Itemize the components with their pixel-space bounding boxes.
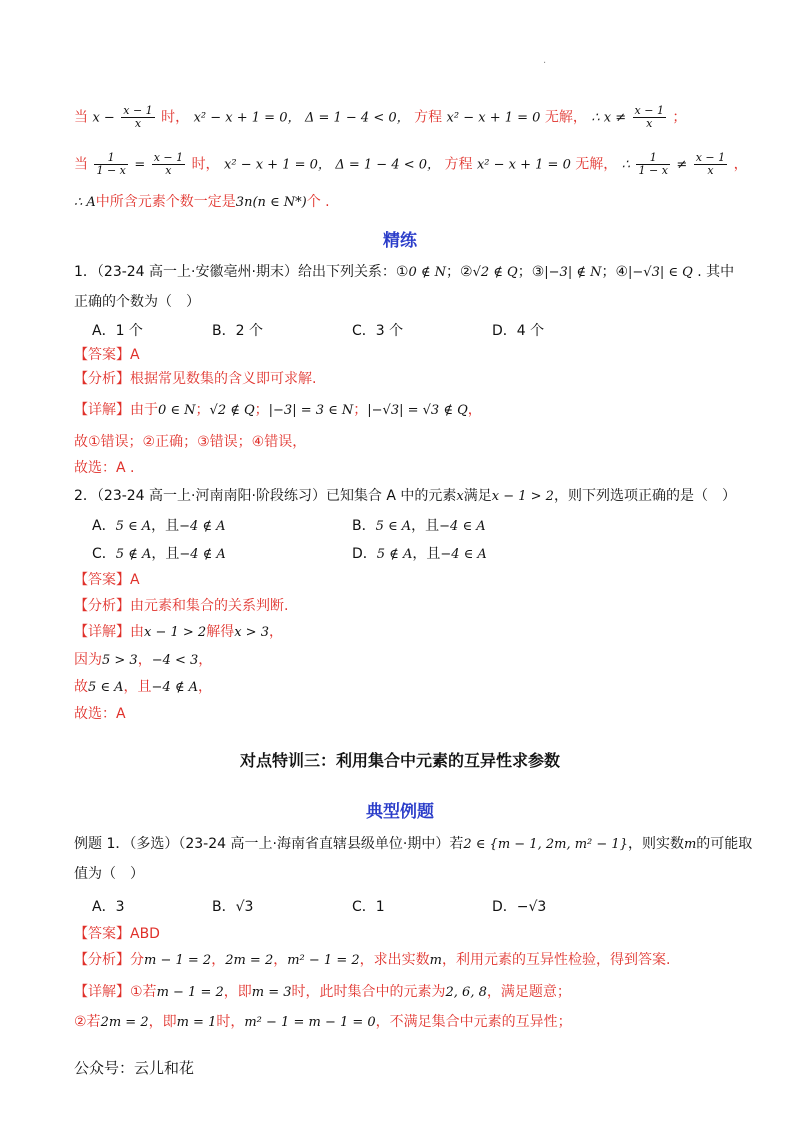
q2-option-b: B．5 ∈ A，且−4 ∈ A [352, 518, 486, 534]
math-expr: √2 ∉ Q [472, 265, 518, 280]
math-expr: −4 < 3 [151, 653, 199, 668]
text: ， [137, 652, 152, 668]
math-expr: m = 3 [251, 985, 292, 1000]
math-expr: x² − x + 1 = 0， [224, 157, 331, 173]
ex1-option-b: B．√3 [212, 899, 254, 915]
q2-option-d: D．5 ∉ A，且−4 ∈ A [352, 546, 487, 562]
text: ， [467, 402, 482, 418]
tag: 【分析】 [74, 598, 130, 614]
tag: 【详解】 [74, 984, 130, 1000]
q2-option-a: A．5 ∈ A，且−4 ∉ A [92, 518, 226, 534]
math-expr: x > 3 [234, 625, 269, 640]
math-expr: √2 ∉ Q [209, 403, 255, 418]
q2-option-c: C．5 ∉ A，且−4 ∉ A [92, 546, 226, 562]
math-expr: |−√3| ∈ Q [628, 265, 693, 280]
q2-detail [74, 622, 283, 643]
q2-therefore [74, 677, 212, 698]
math-expr: ≠ [676, 157, 688, 173]
text: 当 [74, 156, 88, 173]
text: 的可能取 [696, 836, 753, 852]
answer: ABD [130, 926, 160, 942]
q1-option-a: A．1 个 [92, 323, 143, 339]
text: 方程 [444, 156, 473, 173]
text: ， [268, 624, 283, 640]
math-expr: x − 1 > 2 [491, 489, 554, 504]
math-expr: x − [92, 110, 115, 126]
text: 时， [216, 1014, 245, 1030]
q1-select-line: 故选：A . [74, 460, 135, 476]
tag: 【分析】 [74, 371, 130, 387]
heading-dianxing: 典型例题 [366, 802, 434, 822]
text: ， [198, 679, 212, 695]
math-expr: 5 > 3 [102, 653, 138, 668]
text: ①若 [130, 984, 157, 1000]
text: . 其中 [692, 264, 735, 280]
text: 时， [161, 109, 190, 126]
q1-option-c: C．3 个 [352, 323, 404, 339]
text: 分 [130, 952, 144, 968]
q1-stem-2: 正确的个数为（ ） [74, 294, 200, 310]
math-expr: ∴ x ≠ [591, 110, 627, 126]
text: ，不满足集合中元素的互异性； [375, 1014, 572, 1030]
text: ； [195, 402, 210, 418]
solution-line-3 [74, 192, 330, 213]
text: 因为 [74, 652, 102, 668]
tag: 【答案】 [74, 926, 130, 942]
q2-because [74, 650, 212, 671]
text: 无解， [544, 109, 587, 126]
text: 2．（23-24 高一上·河南南阳·阶段练习）已知集合 A 中的元素 [74, 488, 457, 504]
math-expr: 0 ∈ N [158, 403, 196, 418]
section-title: 对点特训三：利用集合中元素的互异性求参数 [239, 751, 560, 770]
answer: A [130, 347, 140, 363]
math-expr: m [429, 953, 442, 968]
math-expr: = [134, 157, 146, 173]
text: ；② [446, 264, 473, 280]
text: ，则下列选项正确的是（ ） [553, 488, 736, 504]
text: ，即 [223, 984, 252, 1000]
ex1-stem [74, 834, 752, 855]
q2-select-line: 故选：A [74, 706, 126, 722]
math-expr: 0 ∉ N [408, 265, 447, 280]
ex1-detail-2 [74, 1012, 572, 1033]
footer-text: 公众号：云儿和花 [74, 1059, 195, 1077]
math-expr: m² − 1 = m − 1 = 0 [244, 1015, 376, 1030]
math-expr: |−3| ∉ N [544, 265, 602, 280]
math-expr: m − 1 = 2 [144, 953, 212, 968]
text: ； [672, 109, 687, 126]
text: 由 [130, 624, 144, 640]
text: 个 . [306, 194, 330, 210]
text: ， [198, 652, 213, 668]
math-expr: ∴ [621, 157, 631, 173]
text: 解得 [206, 624, 235, 640]
text: ， [273, 952, 288, 968]
math-expr: x² − x + 1 = 0 [476, 157, 571, 173]
text: 故 [74, 679, 88, 695]
math-expr: |−3| = 3 ∈ N [268, 403, 354, 418]
math-expr: m² − 1 = 2 [287, 953, 360, 968]
text: ；③ [517, 264, 545, 280]
tag: 【答案】 [74, 347, 130, 363]
tag: 【答案】 [74, 572, 130, 588]
math-expr: 3n(n ∈ N*) [235, 195, 307, 210]
q1-wrong-line: 故①错误；②正确；③错误；④错误， [74, 434, 307, 450]
math-expr: x − 1 > 2 [144, 625, 207, 640]
corner-mark: · [543, 58, 547, 69]
math-expr: m − 1 = 2 [156, 985, 224, 1000]
fraction: $\frac{1}{1 - x}$ [96, 151, 126, 177]
text: ， [211, 952, 226, 968]
math-expr: m [683, 837, 697, 852]
text: 例题 1．（多选）（23-24 高一上·海南省直辖县级单位·期中）若 [74, 836, 464, 852]
math-expr: ∴ A [74, 195, 96, 210]
text: ； [254, 402, 269, 418]
math-expr: x [456, 489, 464, 504]
math-expr: −4 ∉ A [151, 680, 198, 695]
text: ②若 [74, 1014, 101, 1030]
tag: 【详解】 [74, 624, 130, 640]
math-expr: x² − x + 1 = 0， [193, 110, 301, 126]
solution-line-1 [74, 105, 686, 130]
text: 时， [191, 156, 220, 173]
text: ；④ [601, 264, 629, 280]
tag: 【分析】 [74, 952, 130, 968]
text: 时，此时集合中的元素为 [291, 984, 446, 1000]
text: 满足 [463, 488, 492, 504]
ex1-stem-2: 值为（ ） [74, 866, 144, 882]
text: 根据常见数集的含义即可求解. [130, 371, 317, 387]
ex1-detail [74, 982, 571, 1003]
text: ，即 [148, 1014, 177, 1030]
text: ，利用元素的互异性检验，得到答案. [441, 952, 671, 968]
fraction: $\frac{x - 1}{x}$ [153, 151, 184, 177]
tag: 【详解】 [74, 402, 130, 418]
text: 无解， [575, 156, 618, 173]
ex1-option-a: A．3 [92, 899, 125, 915]
q1-detail [74, 400, 482, 421]
text: 由元素和集合的关系判断. [130, 598, 289, 614]
heading-jinglian: 精练 [383, 231, 417, 251]
text: ， [733, 156, 748, 173]
q2-stem [74, 486, 736, 507]
math-expr: |−√3| = √3 ∉ Q [367, 403, 468, 418]
math-expr: Δ = 1 − 4 < 0， [335, 157, 441, 173]
ex1-analysis [74, 950, 670, 971]
math-expr: 2 ∈ {m − 1, 2m, m² − 1} [463, 837, 628, 852]
q1-option-b: B．2 个 [212, 323, 263, 339]
solution-line-2 [74, 152, 748, 177]
fraction: $\frac{x - 1}{x}$ [123, 104, 153, 130]
text: 1．（23-24 高一上·安徽亳州·期末）给出下列关系：① [74, 264, 409, 280]
fraction: $\frac{1}{1 - x}$ [638, 151, 668, 177]
text: 中所含元素个数一定是 [95, 194, 236, 210]
fraction: $\frac{x - 1}{x}$ [695, 151, 726, 177]
math-expr: m = 1 [176, 1015, 217, 1030]
text: ，且 [123, 679, 152, 695]
q2-answer [74, 570, 140, 590]
math-expr: Δ = 1 − 4 < 0， [304, 110, 410, 126]
text: 由于 [130, 402, 158, 418]
q1-option-d: D．4 个 [492, 323, 545, 339]
fraction: $\frac{x - 1}{x}$ [634, 104, 664, 130]
q1-answer [74, 345, 140, 365]
q2-analysis [74, 596, 288, 616]
q1-analysis [74, 369, 316, 389]
text: 方程 [414, 109, 443, 126]
math-expr: 2m = 2 [100, 1015, 149, 1030]
math-expr: 5 ∈ A [88, 680, 124, 695]
text: 当 [74, 109, 88, 126]
text: ，求出实数 [359, 952, 430, 968]
ex1-answer [74, 924, 160, 944]
math-expr: 2m = 2 [225, 953, 274, 968]
text: ； [353, 402, 368, 418]
math-expr: 2, 6, 8 [445, 985, 487, 1000]
math-expr: x² − x + 1 = 0 [446, 110, 541, 126]
q1-stem [74, 262, 734, 283]
ex1-option-c: C．1 [352, 899, 385, 915]
text: ，满足题意； [486, 984, 571, 1000]
text: ，则实数 [627, 836, 684, 852]
answer: A [130, 572, 140, 588]
ex1-option-d: D．−√3 [492, 899, 547, 915]
